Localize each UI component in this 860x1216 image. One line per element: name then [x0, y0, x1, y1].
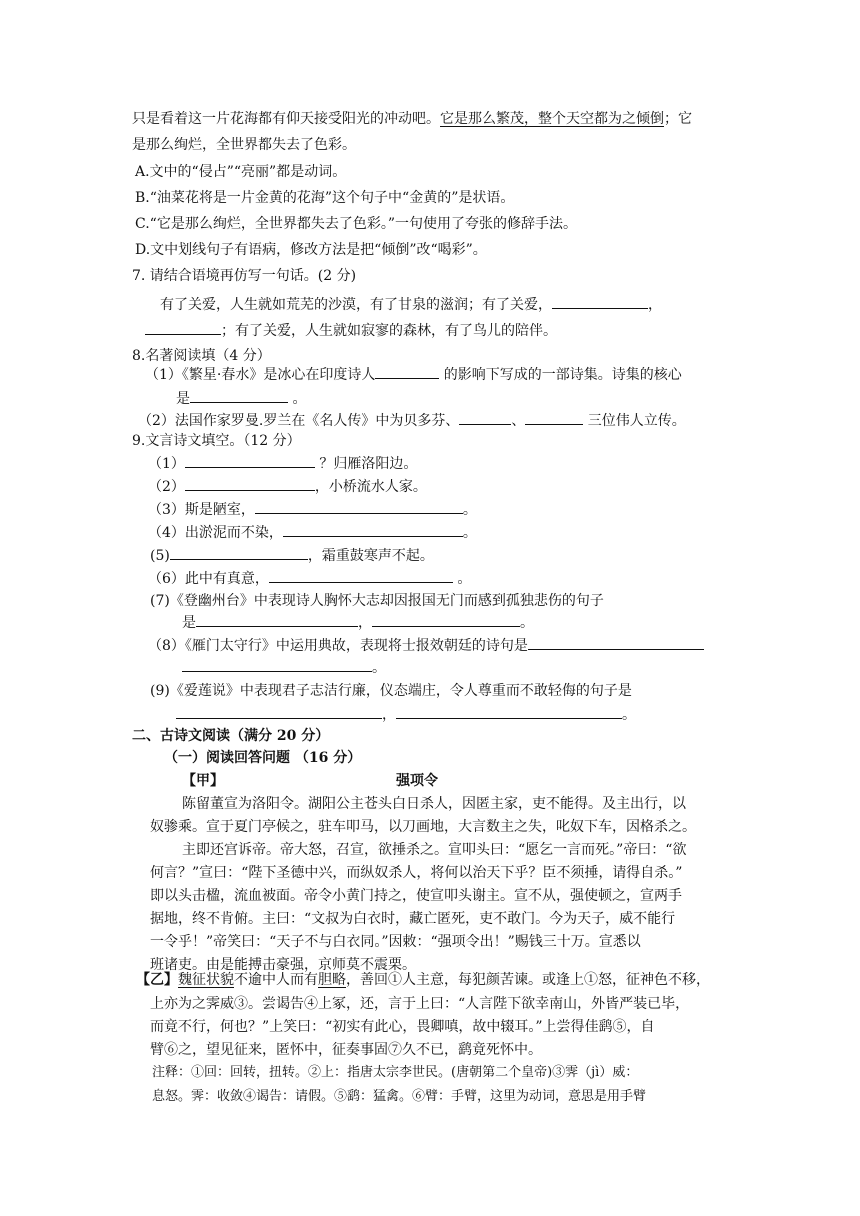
question-9-item-6: [148, 568, 471, 589]
option-a: A.文中的“侵占”“亮丽”都是动词。: [135, 164, 347, 180]
question-7-line-2: [145, 320, 557, 341]
item-text: （4）出淤泥而不染，: [148, 525, 283, 541]
underlined-sentence: 它是那么繁茂，整个天空都为之倾倒: [440, 111, 664, 127]
passage-line: 班诸吏。由是能搏击豪强，京师莫不震栗。: [150, 957, 416, 973]
passage-line: 而竟不行，何也？”上笑曰：“初实有此心，畏卿嗔，故中辍耳。”上尝得佳鹞⑤，自: [150, 1019, 655, 1035]
answer-blank[interactable]: [145, 320, 221, 335]
question-9-item-4: [148, 522, 477, 543]
answer-blank[interactable]: [525, 410, 583, 425]
question-8-line-3: [138, 410, 686, 431]
q8-text: 三位伟人立传。: [583, 413, 686, 429]
answer-blank[interactable]: [375, 364, 439, 379]
item-text: ，霜重鼓寒声不起。: [307, 548, 434, 564]
question-7-title: 7. 请结合语境再仿写一句话。(2 分): [132, 268, 357, 284]
intro-text: 只是看着这一片花海都有仰天接受阳光的冲动吧。: [132, 111, 440, 127]
section-2-title: 二、古诗文阅读（满分 20 分）: [132, 728, 330, 744]
yi-label: 【乙】: [136, 972, 178, 988]
answer-blank[interactable]: [459, 410, 511, 425]
question-9-item-8-answer: [182, 657, 386, 678]
passage-line: 陈留董宣为洛阳令。湖阳公主苍头白日杀人，因匿主家，吏不能得。及主出行，以: [182, 796, 686, 812]
question-8-line-1: [145, 364, 682, 385]
option-b: B.“油菜花将是一片金黄的花海”这个句子中“金黄的”是状语。: [135, 190, 515, 206]
item-number: （2）: [148, 479, 185, 495]
answer-blank[interactable]: [176, 704, 382, 719]
intro-line-1: [132, 109, 692, 129]
q8-text: 、: [511, 413, 526, 429]
question-9-item-2: [148, 476, 427, 497]
item-text: 。: [520, 615, 534, 631]
passage-line: 臂⑥之，望见征来，匿怀中，征奏事固⑦久不已，鹞竟死怀中。: [150, 1042, 542, 1058]
question-8-title: 8.名著阅读填（4 分）: [132, 348, 271, 364]
option-d: D.文中划线句子有语病，修改方法是把“倾倒”改“喝彩”。: [135, 242, 487, 258]
item-text: （3）斯是陋室，: [148, 502, 255, 518]
passage-title: 强项令: [396, 773, 438, 789]
item-text: ，: [358, 615, 372, 631]
answer-blank[interactable]: [185, 453, 315, 468]
question-7-line-1: [160, 294, 662, 315]
passage-line: 据地，终不肯俯。主曰：“文叔为白衣时，藏亡匿死，吏不敢门。今为天子，威不能行: [150, 911, 676, 927]
item-number: (5): [150, 548, 170, 564]
passage-line: 即以头击楹，流血被面。帝令小黄门持之，使宣叩头谢主。宣不从，强使顿之，宣两手: [150, 888, 682, 904]
answer-blank[interactable]: [255, 499, 463, 514]
item-text: ，小桥流水人家。: [314, 479, 427, 495]
question-9-item-9: (9)《爱莲说》中表现君子志洁行廉，仪态端庄，令人尊重而不敢轻侮的句子是: [150, 683, 632, 699]
passage-line: 上亦为之霁威③。尝谒告④上冢，还，言于上曰：“人言陛下欲幸南山，外皆严装已毕，: [150, 996, 690, 1012]
yi-text: 不逾中人而有: [234, 972, 318, 988]
intro-line-2: 是那么绚烂，全世界都失去了色彩。: [132, 137, 356, 153]
answer-blank[interactable]: [196, 612, 358, 627]
item-text: 是: [182, 615, 196, 631]
underlined-phrase: 魏征状貌: [178, 972, 234, 988]
answer-blank[interactable]: [182, 657, 372, 672]
answer-blank[interactable]: [396, 704, 622, 719]
item-text: 。: [462, 502, 477, 518]
answer-blank[interactable]: [528, 635, 704, 650]
answer-blank[interactable]: [372, 612, 520, 627]
question-9-item-7-answer: [182, 612, 534, 633]
jia-label: 【甲】: [182, 773, 224, 789]
section-2-subtitle: （一）阅读回答问题 （16 分）: [164, 750, 362, 766]
item-text: （8）《雁门太守行》中运用典故，表现将士报效朝廷的诗句是: [148, 638, 528, 654]
q8-text: （2）法国作家罗曼.罗兰在《名人传》中为贝多芬、: [138, 413, 460, 429]
question-9-title: 9.文言诗文填空。（12 分）: [132, 433, 301, 449]
question-9-item-5: [150, 545, 434, 566]
answer-blank[interactable]: [170, 545, 308, 560]
passage-line: 何言？”宣曰：“陛下圣德中兴，而纵奴杀人，将何以治天下乎？臣不须捶，请得自杀。”: [150, 865, 683, 881]
q7-text: ，: [648, 297, 662, 313]
question-8-line-2: [176, 388, 306, 409]
passage-line: 息怒。霁：收敛④谒告：请假。⑤鹞：猛禽。⑥臂：手臂，这里为动词，意思是用手臂: [152, 1089, 647, 1104]
item-text: 。: [462, 525, 477, 541]
underlined-phrase: 胆略: [318, 972, 346, 988]
item-text: ，: [382, 707, 396, 723]
question-9-item-9-answer: [176, 704, 636, 725]
passage-line: 一令乎！”帝笑曰：“天子不与白衣同。”因敕：“强项令出！”赐钱三十万。宣悉以: [150, 934, 641, 950]
answer-blank[interactable]: [283, 522, 463, 537]
answer-blank[interactable]: [552, 294, 648, 309]
item-text: （6）此中有真意，: [148, 571, 269, 587]
q7-text: ；有了关爱，人生就如寂寥的森林，有了鸟儿的陪伴。: [221, 323, 557, 339]
answer-blank[interactable]: [190, 388, 288, 403]
option-c: C.“它是那么绚烂，全世界都失去了色彩。”一句使用了夸张的修辞手法。: [135, 216, 577, 232]
item-text: 。: [452, 571, 472, 587]
intro-text: ；它: [664, 111, 692, 127]
q7-text: 有了关爱，人生就如荒芜的沙漠，有了甘泉的滋润；有了关爱，: [160, 297, 552, 313]
passage-line: 注释：①回：回转，扭转。②上：指唐太宗李世民。(唐朝第二个皇帝)③霁（jì）威：: [152, 1065, 639, 1080]
question-9-item-8: [148, 635, 704, 656]
q8-text: （1）《繁星·春水》是冰心在印度诗人: [145, 367, 376, 383]
item-text: ？归雁洛阳边。: [314, 456, 418, 472]
question-9-item-1: [148, 453, 417, 474]
question-9-item-3: [148, 499, 477, 520]
passage-line: 主即还宫诉帝。帝大怒，召宣，欲捶杀之。宣叩头曰：“愿乞一言而死。”帝曰：“欲: [182, 842, 687, 858]
q8-text: 。: [288, 391, 307, 407]
q8-text: 是: [176, 391, 190, 407]
answer-blank[interactable]: [269, 568, 453, 583]
answer-blank[interactable]: [185, 476, 315, 491]
yi-text: ，善回①人主意，每犯颜苦谏。或逢上①怒，征神色不移，: [346, 972, 710, 988]
item-number: （1）: [148, 456, 185, 472]
question-9-item-7: (7)《登幽州台》中表现诗人胸怀大志却因报国无门而感到孤独悲伤的句子: [150, 593, 604, 609]
yi-line-1: [136, 970, 710, 990]
q8-text: 的影响下写成的一部诗集。诗集的核心: [439, 367, 682, 383]
passage-line: 奴骖乘。宣于夏门亭候之，驻车叩马，以刀画地，大言数主之失，叱奴下车，因格杀之。: [150, 819, 696, 835]
item-text: 。: [372, 660, 386, 676]
item-text: 。: [622, 707, 636, 723]
